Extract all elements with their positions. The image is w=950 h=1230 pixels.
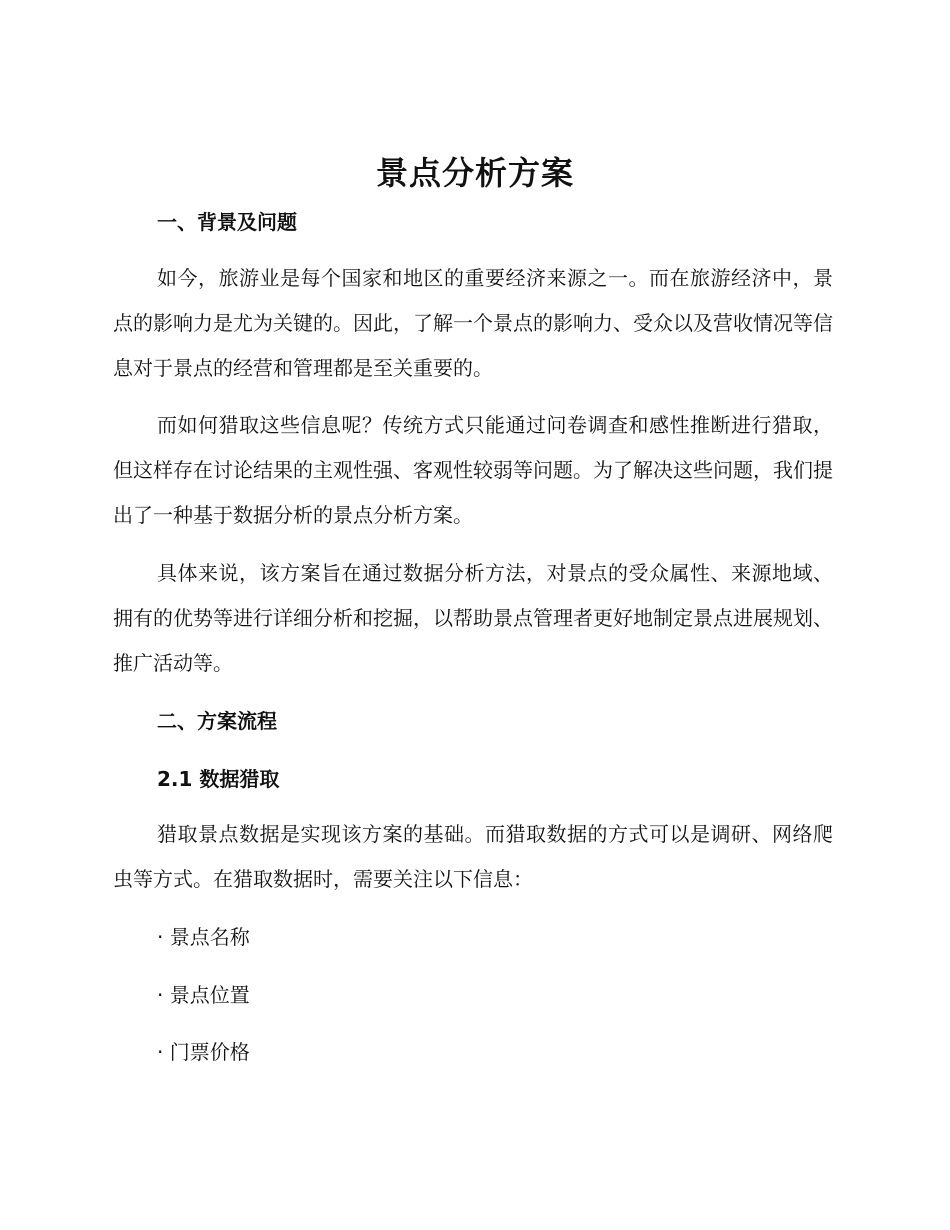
paragraph-background-2: 而如何猎取这些信息呢？传统方式只能通过问卷调查和感性推断进行猎取，但这样存在讨论结果的主观性强、客观性较弱等问题。为了解决这些问题，我们提出了一种基于数据分析的景点分析方案。 — [113, 413, 833, 527]
list-item: · 景点位置 — [157, 983, 250, 1007]
paragraph-background-1: 如今，旅游业是每个国家和地区的重要经济来源之一。而在旅游经济中，景点的影响力是尤为关键的。因此，了解一个景点的影响力、受众以及营收情况等信息对于景点的经营和管理都是至关重要的。 — [113, 266, 833, 380]
list-item: · 景点名称 — [157, 925, 250, 949]
subsection-heading-data-acquisition: 2.1 数据猎取 — [157, 767, 280, 791]
section-heading-background: 一、背景及问题 — [157, 210, 297, 234]
list-item: · 门票价格 — [157, 1040, 250, 1064]
document-title: 景点分析方案 — [375, 154, 574, 192]
paragraph-background-3: 具体来说，该方案旨在通过数据分析方法，对景点的受众属性、来源地域、拥有的优势等进行详细分析和挖掘，以帮助景点管理者更好地制定景点进展规划、推广活动等。 — [113, 561, 833, 675]
section-heading-process: 二、方案流程 — [157, 709, 277, 733]
paragraph-data-acquisition: 猎取景点数据是实现该方案的基础。而猎取数据的方式可以是调研、网络爬虫等方式。在猎取数据时，需要关注以下信息： — [113, 822, 833, 891]
